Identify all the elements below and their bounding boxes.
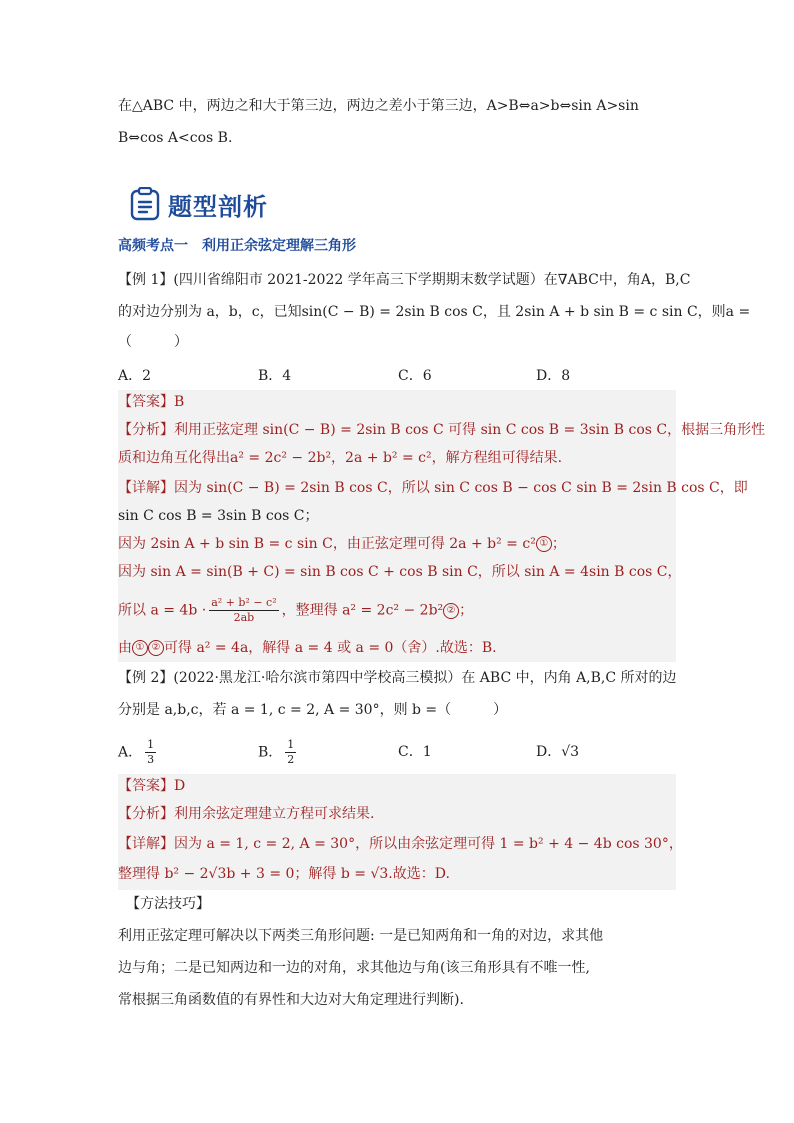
example1-detail-1: 【详解】因为 sin(C − B) = 2sin B cos C，所以 sin C cos B − cos C sin B = 2sin B cos C，即 [118,480,748,496]
circled-number-1: ① [132,640,148,656]
method-heading: 【方法技巧】 [126,896,210,912]
example2-answer: 【答案】D [118,778,186,794]
example1-option-c: C．6 [398,368,432,384]
example2-label: 【例 2】 [118,670,174,686]
fraction [145,738,156,767]
example2-option-a [118,738,159,767]
section-title [130,186,268,222]
example1-line-3: （ ） [118,334,188,350]
intro-line-2: B⇔cos A<cos B. [118,130,233,146]
circled-number-2: ② [148,640,164,656]
example1-detail-6-pre: 由 [118,640,132,656]
example1-option-d: D．8 [536,368,571,384]
example1-detail-3-text: 因为 2sin A + b sin B = c sin C，由正弦定理可得 2a + b² = c² [118,536,536,552]
method-line-1: 利用正弦定理可解决以下两类三角形问题: 一是已知两角和一角的对边，求其他 [118,928,604,944]
example1-detail-6 [118,638,678,658]
section-title-text: 题型剖析 [168,192,268,221]
example2-text-1: (2022·黑龙江·哈尔滨市第四中学校高三模拟）在 ABC 中，内角 A,B,C 所对的边 [173,670,677,686]
fraction [285,738,296,767]
example1-detail-5-post: ，整理得 a² = 2c² − 2b² [281,602,444,619]
example2-line-1 [118,668,678,688]
example1-text-1: (四川省绵阳市 2021-2022 学年高三下学期期末数学试题）在∇ABC中，角A，B,C [173,272,691,288]
example1-label: 【例 1】 [118,272,174,288]
example2-option-c: C．1 [398,744,432,760]
example1-detail-5: 所以 a = 4b · $\frac{\text{a² + b² − c²}}{2ab}$ ，整理得 a² = 2c² − 2b² ② ； [118,596,474,624]
example2-detail-2: 整理得 b² − 2√3b + 3 = 0；解得 b = √3.故选：D. [118,866,450,882]
example1-option-b: B．4 [258,368,292,384]
fraction-denominator: 2ab [233,611,255,624]
example1-detail-6-post: 可得 a² = 4a，解得 a = 4 或 a = 0（舍）.故选：B. [164,640,497,656]
example2-option-b-letter: B． [258,744,283,761]
example1-line-1 [118,270,691,290]
fraction-numerator: 1 [147,738,155,751]
example1-line-2: 的对边分别为 a，b，c，已知sin(C − B) = 2sin B cos C，且 2sin A + b sin B = c sin C，则a = [118,304,751,320]
intro-line-1: 在△ABC 中，两边之和大于第三边，两边之差小于第三边，A>B⇔a>b⇔sin A>sin [118,98,639,114]
circled-number-2: ② [443,603,459,619]
example2-option-d: D．√3 [536,744,580,760]
method-line-3: 常根据三角函数值的有界性和大边对大角定理进行判断). [118,992,464,1008]
example1-detail-5-pre: 所以 a = 4b · [118,602,207,619]
example2-option-a-letter: A． [118,744,143,761]
fraction-denominator: 2 [287,753,295,766]
example2-analysis: 【分析】利用余弦定理建立方程可求结果. [118,806,375,822]
example2-detail-1: 【详解】因为 a = 1, c = 2, A = 30°，所以由余弦定理可得 1 = b² + 4 − 4b cos 30°， [118,836,683,852]
example1-option-a: A．2 [118,368,152,384]
example1-detail-3: 因为 2sin A + b sin B = c sin C，由正弦定理可得 2a + b² = c² ① ； [118,536,566,552]
clipboard-list-icon [130,187,160,221]
example1-detail-2: sin C cos B = 3sin B cos C； [118,508,319,524]
fraction [209,596,278,625]
fraction-numerator: a² + b² − c² [211,596,277,609]
fraction-numerator: 1 [287,738,295,751]
method-line-2: 边与角；二是已知两边和一边的对角，求其他边与角(该三角形具有不唯一性, [118,960,590,976]
fraction-denominator: 3 [147,753,155,766]
example2-line-2: 分别是 a,b,c，若 a = 1, c = 2, A = 30°，则 b =（ ） [118,702,508,718]
topic-heading: 高频考点一 利用正余弦定理解三角形 [118,238,356,254]
example2-option-b [258,738,299,767]
example1-analysis-2: 质和边角互化得出a² = 2c² − 2b²，2a + b² = c²，解方程组可得结果. [118,450,563,466]
example1-detail-4: 因为 sin A = sin(B + C) = sin B cos C + cos B sin C，所以 sin A = 4sin B cos C， [118,564,682,580]
circled-number-1: ① [536,536,552,552]
example1-answer: 【答案】B [118,394,185,410]
example1-analysis-1: 【分析】利用正弦定理 sin(C − B) = 2sin B cos C 可得 sin C cos B = 3sin B cos C，根据三角形性 [118,422,766,438]
